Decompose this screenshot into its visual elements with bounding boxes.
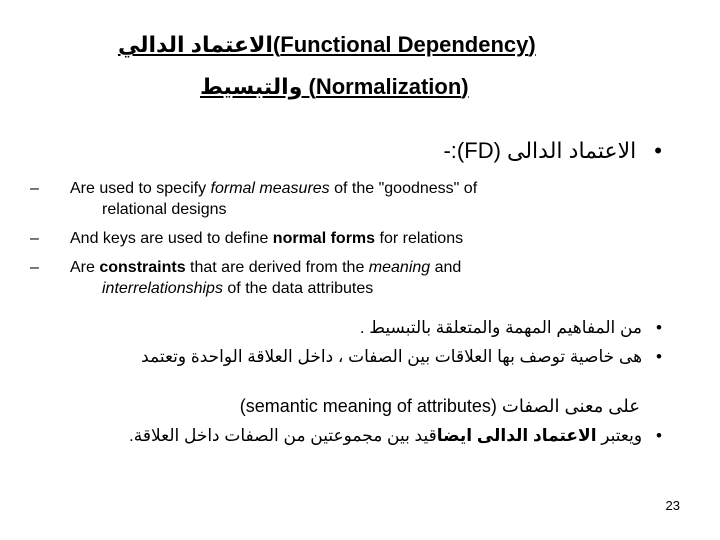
list-item-continuation — [102, 278, 373, 299]
dash-icon: – — [30, 259, 39, 276]
arabic-point-2 — [141, 347, 662, 367]
arabic-point-bold: الاعتماد الدالى — [476, 426, 597, 445]
point-text: of the data attributes — [222, 280, 374, 297]
point-text: Are used to specify — [70, 180, 211, 197]
slide-title-line-2 — [200, 74, 530, 100]
point-text: Are — [70, 259, 100, 276]
dash-icon: – — [30, 230, 39, 247]
bullet-icon: • — [656, 318, 662, 337]
title-text-2: (Normalization) والتبسيط — [200, 74, 469, 99]
page-number: 23 — [665, 498, 680, 513]
bullet-icon: • — [656, 426, 662, 445]
point-italic: interrelationships — [102, 280, 223, 297]
dash-icon: – — [30, 180, 39, 197]
point-bold: constraints — [99, 259, 186, 276]
arabic-point-text: من المفاهيم المهمة والمتعلقة بالتبسيط . — [359, 318, 643, 337]
arabic-point-text: قيد بين مجموعتين من الصفات داخل العلاقة. — [129, 426, 437, 445]
arabic-point-text: هى خاصية توصف بها العلاقات بين الصفات ، داخل العلاقة الواحدة وتعتمد — [141, 347, 643, 366]
arabic-point-text: ويعتبر — [596, 426, 643, 445]
arabic-point-2-continuation: على معنى الصفات (semantic meaning of attributes) — [239, 396, 640, 416]
slide-title-line-1 — [118, 32, 603, 58]
point-bold: normal forms — [272, 230, 376, 247]
point-text: And keys are used to define — [70, 230, 273, 247]
arabic-point-3 — [129, 426, 662, 446]
title-text-1: (Functional Dependency)الاعتماد الدالي — [118, 32, 536, 57]
point-text: of the "goodness" of — [329, 180, 478, 197]
list-item-constraints — [30, 257, 461, 278]
point-italic: meaning — [368, 259, 431, 276]
arabic-point-1 — [360, 318, 662, 338]
point-text: that are derived from the — [185, 259, 369, 276]
arabic-point-bold: ايضا — [436, 426, 477, 445]
list-item-normal-forms — [30, 228, 463, 249]
list-item-continuation: relational designs — [102, 201, 227, 218]
list-item-formal-measures — [30, 178, 477, 199]
fd-heading-text: الاعتماد الدالى (FD):- — [443, 138, 637, 163]
point-text: and — [430, 259, 462, 276]
bullet-icon: • — [654, 138, 662, 163]
point-italic: formal measures — [210, 180, 330, 197]
point-text: for relations — [375, 230, 464, 247]
fd-heading — [443, 138, 662, 164]
bullet-icon: • — [656, 347, 662, 366]
